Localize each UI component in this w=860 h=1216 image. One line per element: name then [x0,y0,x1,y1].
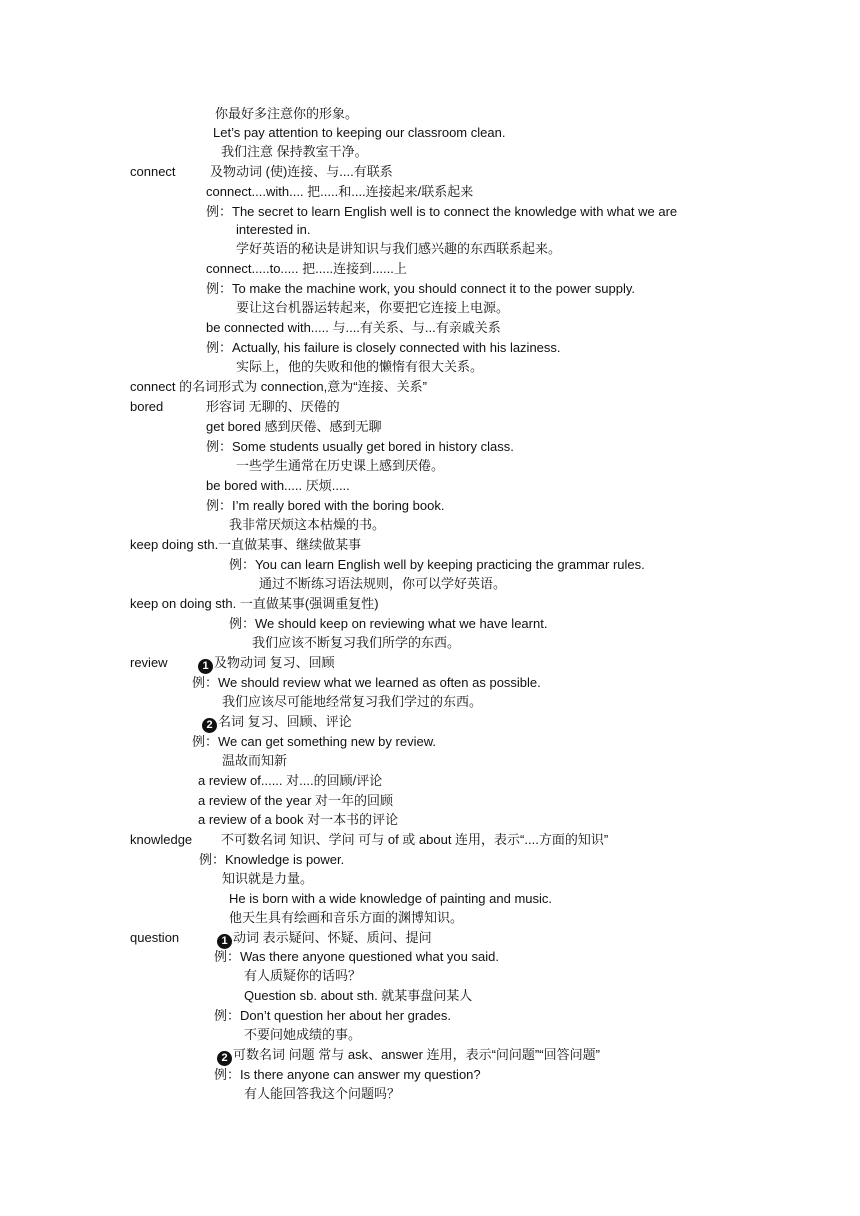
example-line: 例：You can learn English well by keeping practicing the grammar rules. [229,557,645,572]
doc-line: 有人质疑你的话吗？ [244,968,362,983]
doc-line: 我非常厌烦这本枯燥的书。 [229,517,386,532]
number-marker: 1 [198,659,213,674]
doc-line: a review of a book 对一本书的评论 [198,812,399,827]
doc-line: a review of...... 对....的回顾/评论 [198,773,383,788]
example-line: 例：I’m really bored with the boring book. [206,498,445,513]
doc-line: He is born with a wide knowledge of painting and music. [229,891,553,906]
sense-text: 动词 表示疑问、怀疑、质问、提问 [233,930,432,945]
numbered-sense [198,654,335,674]
number-marker: 1 [217,934,232,949]
example-line: 例：Knowledge is power. [199,852,345,867]
doc-line: 不要问她成绩的事。 [244,1027,362,1042]
doc-line: 实际上，他的失败和他的懒惰有很大关系。 [236,359,484,374]
example-line: 例：Some students usually get bored in history class. [206,439,514,454]
doc-line: 形容词 无聊的、厌倦的 [206,399,340,414]
doc-line: Let’s pay attention to keeping our classroom clean. [213,125,506,140]
headword-bored: bored [130,399,164,414]
headword-review: review [130,655,168,670]
headword-question: question [130,930,180,945]
doc-line: keep on doing sth. 一直做某事(强调重复性) [130,596,379,611]
doc-line: interested in. [236,222,311,237]
example-line: 例：We should review what we learned as often as possible. [192,675,541,690]
doc-line: 及物动词 (使)连接、与....有联系 [210,164,393,179]
example-line: 例：We should keep on reviewing what we have learnt. [229,616,548,631]
sense-text: 及物动词 复习、回顾 [214,655,335,670]
doc-line: be connected with..... 与....有关系、与...有亲戚关系 [206,320,501,335]
sense-text: 名词 复习、回顾、评论 [218,714,352,729]
doc-line: get bored 感到厌倦、感到无聊 [206,419,382,434]
doc-line: a review of the year 对一年的回顾 [198,793,394,808]
example-line: 例：We can get something new by review. [192,734,436,749]
doc-line: 要让这台机器运转起来，你要把它连接上电源。 [236,300,510,315]
doc-line: 通过不断练习语法规则，你可以学好英语。 [259,576,507,591]
doc-line: 知识就是力量。 [222,871,314,886]
doc-line: 有人能回答我这个问题吗？ [244,1086,401,1101]
sense-text: 可数名词 问题 常与 ask、answer 连用，表示“问问题”“回答问题” [233,1047,600,1062]
doc-line: 不可数名词 知识、学问 可与 of 或 about 连用，表示“....方面的知识” [221,832,609,847]
headword-connect: connect [130,164,176,179]
doc-line: connect....with.... 把.....和....连接起来/联系起来 [206,184,474,199]
doc-line: 我们应该不断复习我们所学的东西。 [252,635,461,650]
example-line: 例：Don’t question her about her grades. [214,1008,452,1023]
numbered-sense [202,713,352,733]
example-line: 例：Is there anyone can answer my question? [214,1067,481,1082]
number-marker: 2 [202,718,217,733]
numbered-sense [217,1046,600,1066]
example-line: 例：To make the machine work, you should connect it to the power supply. [206,281,635,296]
number-marker: 2 [217,1051,232,1066]
doc-line: 温故而知新 [222,753,288,768]
numbered-sense [217,929,432,949]
example-line: 例：The secret to learn English well is to connect the knowledge with what we are [206,204,678,219]
doc-line: 学好英语的秘诀是讲知识与我们感兴趣的东西联系起来。 [236,241,562,256]
headword-knowledge: knowledge [130,832,193,847]
doc-line: keep doing sth.一直做某事、继续做某事 [130,537,362,552]
doc-line: 我们应该尽可能地经常复习我们学过的东西。 [222,694,483,709]
doc-line: Question sb. about sth. 就某事盘问某人 [244,988,473,1003]
doc-line: 我们注意 保持教室干净。 [221,144,368,159]
doc-line: be bored with..... 厌烦..... [206,478,350,493]
example-line: 例：Was there anyone questioned what you said. [214,949,499,964]
doc-line: connect 的名词形式为 connection,意为“连接、关系” [130,379,427,394]
doc-line: 他天生具有绘画和音乐方面的渊博知识。 [229,910,464,925]
example-line: 例：Actually, his failure is closely connected with his laziness. [206,340,561,355]
doc-line: connect.....to..... 把.....连接到......上 [206,261,407,276]
doc-line: 你最好多注意你的形象。 [215,106,359,121]
doc-line: 一些学生通常在历史课上感到厌倦。 [236,458,445,473]
